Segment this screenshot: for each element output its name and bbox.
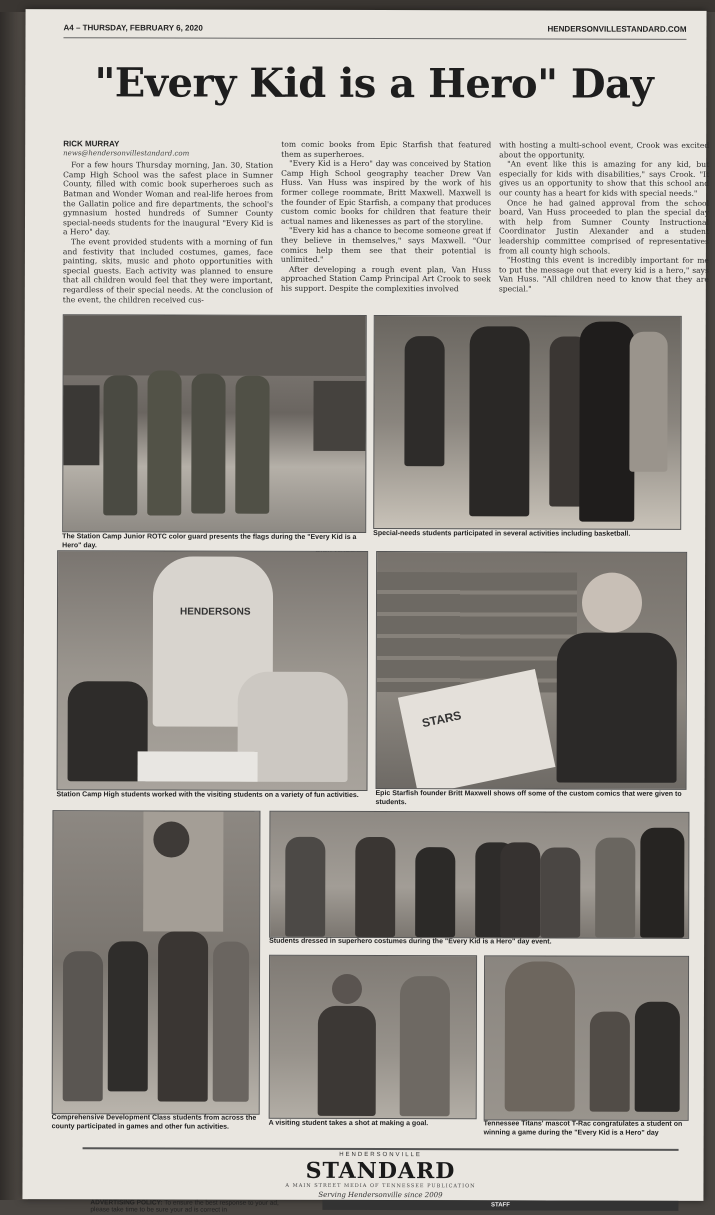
paragraph: "Every Kid is a Hero" day was conceived by Station Camp High School geography teacher Drew Van Huss. Van Huss was inspired by the work of his former college roommate, Britt Maxwell. Maxwell is the founder of Epic Starfish, a company that produces custom comic books for children that feature their actual names and likenesses as part of the storyline. — [280, 158, 492, 227]
caption-games: Comprehensive Development Class students from across the county participated in games and other fun activities. — [51, 1114, 257, 1131]
caption-activities: Station Camp High students worked with the visiting students on a variety of fun activities. — [56, 791, 359, 799]
column-3 — [499, 140, 709, 315]
byline: RICK MURRAY — [63, 139, 120, 149]
newspaper-page — [22, 9, 710, 1214]
column-2 — [281, 140, 491, 315]
paragraph: The event provided students with a morning of fun and festivity that included costumes, games, face painting, skits, music and photo opportunities with special guests. Each activity was planned to ensure that all children would feel that they were important, regardless of their special needs. At the conclusion of the event, the children received cus- — [62, 237, 273, 305]
caption-goal: A visiting student takes a shot at making a goal. — [268, 1119, 429, 1128]
paragraph: "Every kid has a chance to become someone great if they believe in themselves," says Maxwell. "Our comics help them see that their potential is unlimited." — [280, 226, 491, 265]
masthead-serving: Serving Hendersonville since 2009 — [318, 1190, 443, 1200]
masthead-tagline: A MAIN STREET MEDIA OF TENNESSEE PUBLICATION — [285, 1182, 476, 1190]
headline: "Every Kid is a Hero" Day — [94, 59, 654, 108]
caption-basketball: Special-needs students participated in several activities including basketball. — [373, 530, 631, 538]
paragraph: tom comic books from Epic Starfish that featured them as superheroes. — [281, 139, 492, 159]
comic-text: STARS — [420, 708, 463, 731]
page-date: A4 – THURSDAY, FEBRUARY 6, 2020 — [63, 23, 203, 33]
photo-activities — [57, 550, 369, 791]
ad-policy-label: ADVERTISING POLICY: — [90, 1199, 163, 1207]
paragraph: "Hosting this event is incredibly important for me to put the message out that every kid is a hero," says Van Huss. "All children need to know that they are special." — [498, 255, 709, 294]
photo-goal — [269, 955, 477, 1120]
masthead — [82, 1147, 678, 1213]
paragraph: with hosting a multi-school event, Crook was excited about the opportunity. — [499, 140, 710, 160]
photo-games — [52, 810, 261, 1115]
photo-costumes — [269, 811, 689, 939]
masthead-city: HENDERSONVILLE — [339, 1151, 422, 1159]
photo-comics — [376, 551, 688, 790]
staff-bar: STAFF — [322, 1200, 678, 1211]
site-url: HENDERSONVILLESTANDARD.COM — [547, 24, 687, 34]
byline-email: news@hendersonvillestandard.com — [63, 148, 190, 158]
column-1 — [63, 139, 273, 314]
paragraph: Once he had gained approval from the school board, Van Huss proceeded to plan the special day with help from Sumner County Instructional Coordinator Justin Alexander and a student leadership committee comprised of representatives from all county high schools. — [498, 197, 710, 256]
photo-mascot — [484, 955, 689, 1121]
photo-basketball-activities — [373, 315, 682, 530]
page-header — [63, 23, 686, 40]
caption-mascot: Tennessee Titans' mascot T-Rac congratulates a student on winning a game during the "Every Kid is a Hero" day — [483, 1120, 683, 1137]
paragraph: For a few hours Thursday morning, Jan. 30, Station Camp High School was the safest place in Sumner County, filled with comic book superheroes such as Batman and Wonder Woman and real-life heroes from the Gallatin police and fire departments, the school's gymnasium hosted hundreds of Sumner County special-needs students for the inaugural "Every Kid is a Hero" day. — [62, 160, 274, 237]
caption-costumes: Students dressed in superhero costumes during the "Every Kid is a Hero" day event. — [269, 937, 552, 946]
photo-rotc-color-guard — [62, 314, 367, 533]
caption-rotc-text: The Station Camp Junior ROTC color guard presents the flags during the "Every Kid is a Hero" day. — [62, 533, 357, 549]
ad-policy — [90, 1199, 290, 1214]
caption-comics: Epic Starfish founder Britt Maxwell shows off some of the custom comics that were given to students. — [375, 790, 682, 806]
ad-policy-text: To ensure the best response to your ad, please take time to be sure your ad is correct in — [90, 1199, 279, 1214]
paragraph: After developing a rough event plan, Van Huss approached Station Camp Principal Art Crook to seek his support. Despite the complexities involved — [280, 264, 491, 294]
shirt-text: HENDERSONS — [179, 606, 251, 618]
masthead-name: STANDARD — [305, 1157, 456, 1185]
article-body — [63, 139, 709, 315]
paragraph: "An event like this is amazing for any kid, but especially for kids with disabilities," says Crook. "It gives us an opportunity to show that this school and our county has a heart for kids with special needs." — [499, 159, 710, 198]
